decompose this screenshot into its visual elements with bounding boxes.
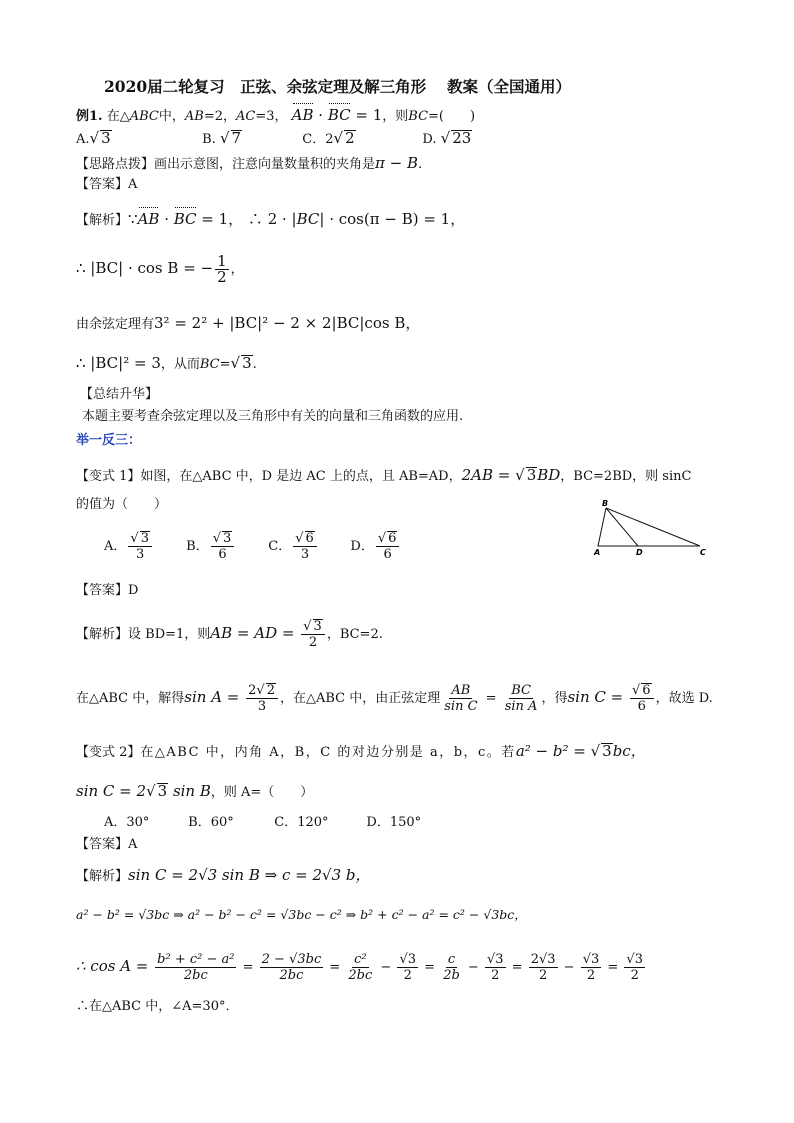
option-a: A． $\frac{√ 3}{3}$ [104,530,182,564]
option-b: B. √ 7 [202,129,242,147]
vector-bc: BC [327,106,351,124]
variant1-options [104,530,401,564]
section-label: 举一反三： [76,433,142,448]
variant1-solution-line1: 【解析】设 BD=1，则AB = AD = $\frac{√ 3}{2}$ ，BC=2. [76,619,383,650]
point-d-label: D [636,548,643,557]
option-d: D. √ 23 [422,129,472,147]
example1-stem: 例1. 在△ABC中，AB=2，AC=3， AB · BC = 1，则BC=( ) [76,106,476,124]
option-c: C．120° [274,815,329,830]
segment-bd [606,508,638,546]
vector-ab: AB [291,106,314,124]
triangle-figure [592,496,712,558]
variant2-solution-line2: a² − b² = √3bc ⇒ a² − b² − c² = √3bc − c² ⇒ b² + c² − a² = c² − √3bc， [76,907,527,922]
sqrt-icon: √ [590,742,601,760]
page-title: 2020届二轮复习 正弦、余弦定理及解三角形 教案（全国通用） [104,77,572,96]
variant2-answer: 【答案】A [76,837,138,852]
example1-summary-text: 本题主要考查余弦定理以及三角形中有关的向量和三角函数的应用. [82,409,464,424]
sqrt-icon: √ [146,782,156,800]
variant1-stem: 【变式 1】如图，在△ABC 中，D 是边 AC 上的点，且 AB=AD，2AB = √ 3BD，BC=2BD，则 sinC [76,466,692,484]
sqrt-icon: √ [212,531,221,546]
option-b: B．60° [188,815,234,830]
example1-solution-line1: 【解析】∵AB · BC = 1， ∴ 2 · |BC| · cos(π − B) = 1， [76,210,466,228]
point-b-label: B [602,499,609,508]
point-a-label: A [594,548,601,557]
variant2-stem: 【变式 2】在△ABC 中，内角 A，B，C 的对边分别是 a，b，c。若a² − b² = √ 3bc， [76,742,646,760]
sqrt-icon: √ [631,683,641,698]
option-d: D．150° [366,815,422,830]
variant1-stem-line2: 的值为（ ） [76,497,168,512]
example1-summary-label: 【总结升华】 [80,387,159,402]
example1-solution-line4: ∴ |BC|² = 3，从而BC=√ 3. [76,354,257,372]
sqrt-icon: √ [89,129,100,147]
option-b: B． $\frac{√ 3}{6}$ [186,530,264,564]
variant2-conclusion: ∴在△ABC 中，∠A=30°． [76,999,239,1014]
sqrt-icon: √ [130,531,139,546]
sqrt-icon: √ [219,129,230,147]
sqrt-icon: √ [295,531,304,546]
variant1-answer: 【答案】D [76,583,139,598]
option-c: C．2√ 2 [302,129,355,147]
example1-answer: 【答案】A [76,177,138,192]
variant2-options [104,814,421,832]
variant2-stem-line2: sin C = 2√ 3 sin B，则 A=（ ） [76,782,314,800]
sqrt-icon: √ [440,129,451,147]
example1-hint: 【思路点拨】画出示意图，注意向量数量积的夹角是π − B. [76,154,423,172]
sqrt-icon: √ [256,683,265,698]
sqrt-icon: √ [377,531,387,546]
option-d: D． $\frac{√ 6}{6}$ [350,530,401,564]
option-a: A.√ 3 [76,129,111,147]
option-c: C． $\frac{√ 6}{3}$ [268,530,346,564]
example1-solution-line2: ∴ |BC| · cos B = − $\frac{1}{2}$ ， [76,252,244,286]
option-a: A．30° [104,815,150,830]
sqrt-icon: √ [333,129,344,147]
sqrt-icon: √ [515,466,525,484]
sqrt-icon: √ [230,354,241,372]
example1-options [76,129,472,149]
point-c-label: C [700,548,706,557]
sqrt-icon: √ [303,619,312,634]
triangle-outline [598,508,700,546]
variant2-solution-line1: 【解析】sin C = 2√3 sin B ⇒ c = 2√3 b， [76,866,371,884]
variant1-solution-line2: 在△ABC 中，解得sin A = $\frac{2√ 2}{3}$ ，在△ABC 中，由正弦定理 $\frac{AB}{\text{sin C}}$ = $\frac{BC}{\text{sin A}}$ ，得sin C = $\frac{√ 6}{6}$ ，故选 D. [76,683,713,714]
example1-solution-line3: 由余弦定理有3² = 2² + |BC|² − 2 × 2|BC|cos B， [76,314,421,332]
variant2-solution-line3: ∴ cos A = $\frac{\text{b² + c² − a²}}{2bc}$ = $\frac{2 - √3bc}{2bc}$ = $\frac{\text{c²}}{2bc}$ − $\frac{√3}{2}$ = $\frac{c}{2b}$ − $\frac{√3}{2}$ = $\frac{2√3}{2}$ − $\frac{√3}{2}$ = $\frac{√3}{2}$ [76,952,643,983]
